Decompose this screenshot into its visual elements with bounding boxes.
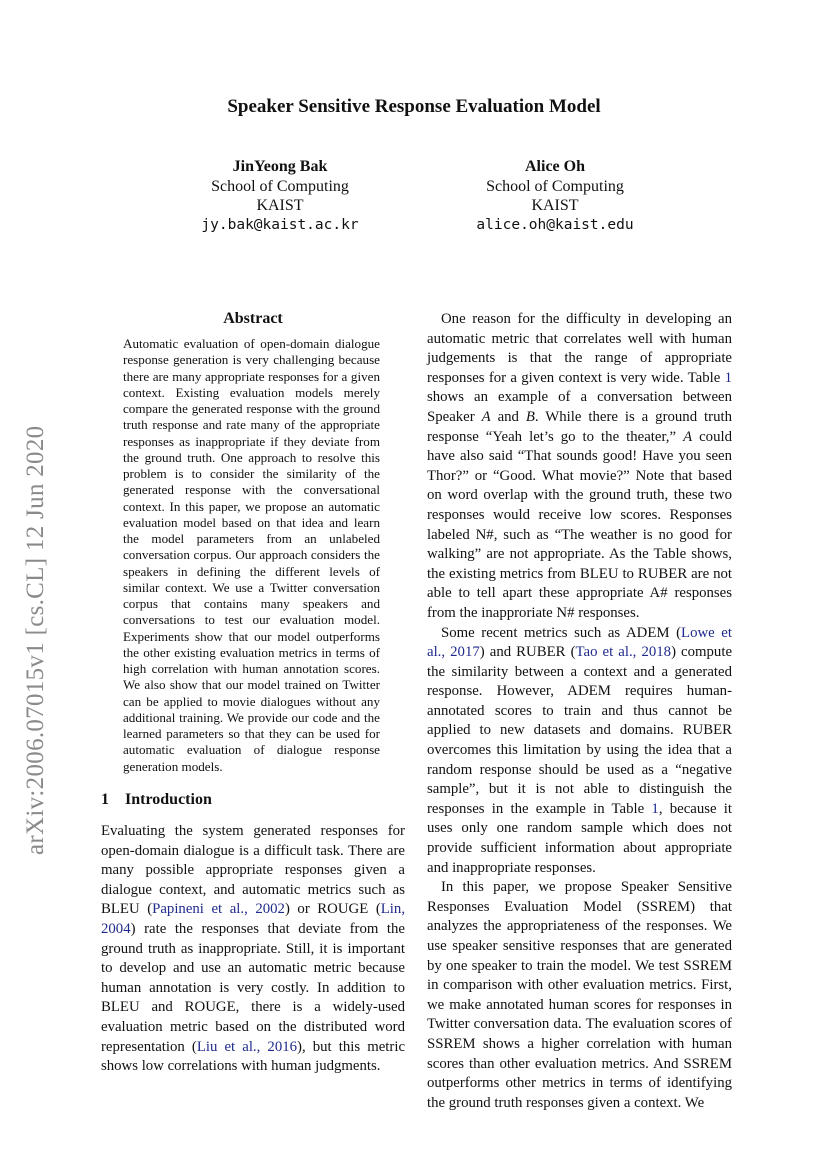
section-heading: [101, 791, 212, 809]
text-run: and: [490, 408, 526, 425]
intro-paragraph-3: [427, 624, 732, 879]
citation-link[interactable]: Papineni et al., 2002: [152, 901, 285, 918]
speaker-label: A: [683, 428, 693, 445]
citation-link[interactable]: Tao et al., 2018: [575, 644, 672, 661]
text-run: ) and RUBER (: [479, 644, 576, 661]
text-run: ), but this metric shows low correlations with human judgments.: [101, 1038, 406, 1075]
intro-right-column: [427, 310, 732, 1113]
text-run: . While there is a ground truth response “Yeah let’s go to the theater,”: [427, 408, 732, 445]
table-reference-link[interactable]: 1: [724, 369, 732, 386]
intro-left-column: [101, 822, 405, 1077]
text-run: Some recent metrics such as ADEM (: [441, 624, 682, 641]
abstract-text: Automatic evaluation of open-domain dialogue response generation is very challenging because there are many appropriate responses for a given context. Existing evaluation models merely compare the generated response with the ground truth response and rate many of the appropriate responses as inappropriate if they deviate from the ground truth. One approach to resolve this problem is to consider the similarity of the generated response with the conversational context. In this paper, we propose an automatic evaluation model based on that idea and learn the model parameters from an unlabeled conversation corpus. Our approach considers the speakers in defining the different levels of similar context. We use a Twitter conversation corpus that contains many speakers and conversations to test our evaluation model. Experiments show that our model outperforms the other existing evaluation metrics in terms of high correlation with human annotation scores. We also show that our model trained on Twitter can be applied to movie dialogues without any additional training. We provide our code and the learned parameters so that they can be used for automatic evaluation of dialogue response generation models.: [123, 336, 380, 774]
text-run: , because it uses only one random sample which does not provide sufficient information about appropriate and inappropriate responses.: [427, 800, 733, 876]
author-name: Alice Oh: [525, 158, 585, 175]
text-run: could have also said “That sounds good! Have you seen Thor?” or “Good. What movie?” Note that based on word overlap with the ground truth, these two responses would receive low scores. Responses labeled N#, such as “The weather is no good for walking” are not appropriate. As the Table shows, the existing metrics from BLEU to RUBER are not able to tell apart these appropriate A# responses from the inapproriate N# responses.: [427, 428, 732, 621]
citation-link[interactable]: Liu et al., 2016: [196, 1038, 298, 1055]
text-run: ) or ROUGE (: [284, 901, 381, 918]
citation-link[interactable]: Lowe et al., 2017: [427, 624, 732, 661]
section-title: Introduction: [125, 791, 212, 808]
author-email: alice.oh@kaist.edu: [476, 216, 634, 233]
text-run: ) compute the similarity between a context and a generated response. However, ADEM requires human-annotated scores to train and thus cannot be applied to new datasets and domains. RUBER overcomes this limitation by using the idea that a random response should be used as a “negative sample”, but it is not able to distinguish the responses in the example in Table: [427, 644, 733, 817]
text-run: Evaluating the system generated responses for open-domain dialogue is a difficult task. There are many possible appropriate responses given a dialogue context, and automatic metrics such as BLEU (: [101, 823, 405, 918]
paper-title: Speaker Sensitive Response Evaluation Model: [227, 96, 601, 117]
text-run: One reason for the difficulty in developing an automatic metric that correlates well with human judgements is that the range of appropriate responses for a given context is very wide. Table: [427, 311, 732, 386]
author-name: JinYeong Bak: [232, 158, 328, 175]
author-email: jy.bak@kaist.ac.kr: [201, 216, 359, 233]
intro-paragraph-1: [101, 822, 405, 1077]
author-institution: KAIST: [256, 197, 304, 214]
citation-link[interactable]: Lin, 2004: [101, 901, 406, 937]
author-affiliation: School of Computing: [486, 177, 624, 195]
section-number: 1: [101, 791, 109, 808]
speaker-label: A: [481, 408, 491, 425]
author-block: [415, 157, 695, 235]
intro-paragraph-2: [427, 310, 732, 624]
author-affiliation: School of Computing: [211, 177, 349, 195]
text-run: ) rate the responses that deviate from the ground truth as inappropriate. Still, it is important to develop and use an automatic metric because human annotation is very costly. In addition to BLEU and ROUGE, there is a widely-used evaluation metric based on the distributed word representation (: [101, 920, 405, 1055]
speaker-label: B: [525, 408, 535, 425]
author-block: [140, 157, 420, 235]
author-institution: KAIST: [531, 197, 579, 214]
table-reference-link[interactable]: 1: [651, 800, 659, 817]
abstract-heading: Abstract: [223, 310, 283, 327]
text-run: shows an example of a conversation between Speaker: [427, 389, 732, 425]
arxiv-stamp: arXiv:2006.07015v1 [cs.CL] 12 Jun 2020: [22, 425, 49, 855]
intro-paragraph-4: In this paper, we propose Speaker Sensitive Responses Evaluation Model (SSREM) that analyzes the appropriateness of the responses. We use speaker sensitive responses that are generated by one speaker to train the model. We test SSREM in comparison with other evaluation metrics. First, we make annotated human scores for responses in Twitter conversation data. The evaluation scores of SSREM shows a higher correlation with human scores than other evaluation metrics. And SSREM outperforms other metrics in terms of identifying the ground truth responses given a context. We: [427, 879, 732, 1111]
